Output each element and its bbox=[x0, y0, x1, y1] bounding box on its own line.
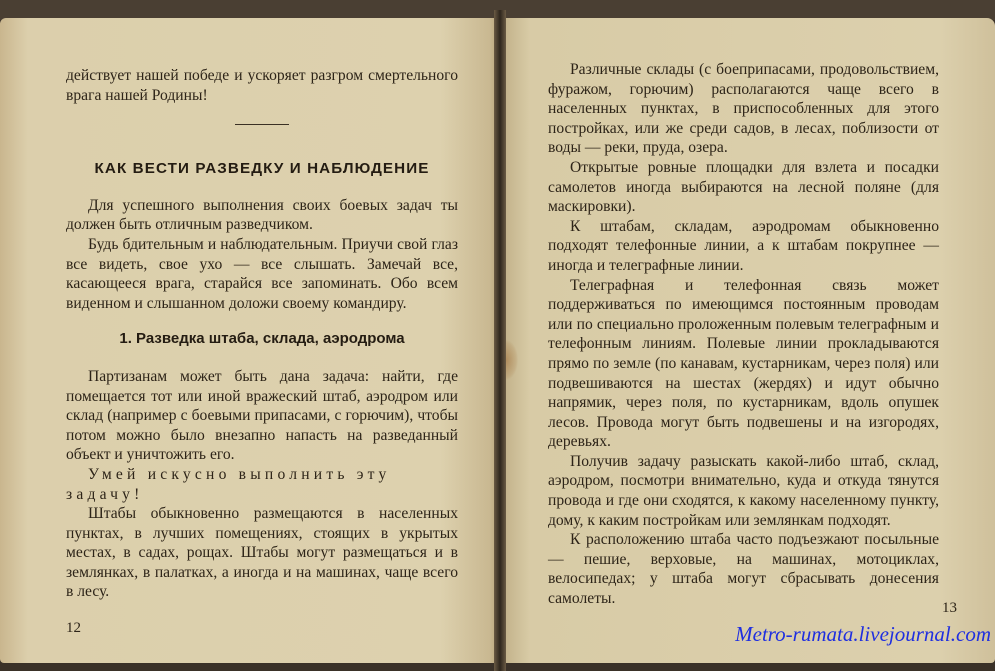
right-page bbox=[500, 18, 995, 663]
paragraph: Различные склады (с боеприпасами, продовольствием, фуражом, горючим) располагаются чаще всего в населенных пунктах, в приспособленных для этого постройках, или же среди садов, в лесах, поблизости от воды — реки, пруда, озера. bbox=[548, 61, 939, 157]
intro-paragraph: действует нашей победе и ускоряет разгром смертельного врага нашей Родины! bbox=[66, 67, 458, 104]
emphasis-paragraph: Умей искусно выполнить эту задачу! bbox=[66, 465, 391, 503]
left-page bbox=[0, 18, 498, 663]
paragraph: К расположению штаба часто подъезжают посыльные — пешие, верховые, на машинах, мотоциклах, велосипедах; у штаба могут сбрасывать донесения самолеты. bbox=[548, 531, 939, 608]
paragraph: Будь бдительным и наблюдательным. Приучи свой глаз все видеть, свое ухо — все слышать. Замечай все, касающееся врага, старайся все запоминать. Обо всем виденном и слышанном доложи своему командиру. bbox=[66, 235, 458, 312]
left-page-text bbox=[66, 18, 458, 602]
paragraph: Получив задачу разыскать какой-либо штаб, склад, аэродром, посмотри внимательно, куда и откуда тянутся провода и где они сходятся, к какому населенному пункту, дому, к каким постройкам или землянкам подходят. bbox=[548, 452, 939, 529]
page-number: 12 bbox=[66, 620, 81, 636]
watermark-link[interactable]: Metro-rumata.livejournal.com bbox=[735, 622, 991, 646]
right-page-text bbox=[548, 60, 939, 609]
paragraph: Открытые ровные площадки для взлета и посадки самолетов иногда выбираются на лесной поляне (для маскировки). bbox=[548, 158, 939, 216]
divider-rule bbox=[235, 124, 289, 125]
paragraph: Для успешного выполнения своих боевых задач ты должен быть отличным разведчиком. bbox=[66, 196, 458, 234]
chapter-title: КАК ВЕСТИ РАЗВЕДКУ И НАБЛЮДЕНИЕ bbox=[94, 160, 430, 178]
page-number: 13 bbox=[942, 600, 957, 616]
paragraph: Партизанам может быть дана задача: найти, где помещается тот или иной вражеский штаб, аэродром или склад (например с боевыми припасами, с горючим), чтобы потом можно было внезапно напасть на разведанный объект и уничтожить его. bbox=[66, 367, 458, 464]
paragraph: Телеграфная и телефонная связь может поддерживаться по имеющимся постоянным проводам или по специально проложенным полевым телеграфным и телефонным линиям. Полевые линии прокладываются прямо по земле (по канавам, кустарникам, через поля) или подвешиваются на шестах (жердях) и идут обычно напрямик, через поля, по кустарникам, вдоль опушек лесов. Провода могут быть подвешены и на изгородях, деревьях. bbox=[548, 276, 939, 451]
paragraph: Штабы обыкновенно размещаются в населенных пунктах, в лучших помещениях, стоящих в укрытых местах, в садах, рощах. Штабы могут размещаться и в землянках, в палатках, а иногда и на машинах, чаще всего в лесу. bbox=[66, 505, 458, 601]
section-title: 1. Разведка штаба, склада, аэродрома bbox=[119, 330, 405, 348]
paragraph: К штабам, складам, аэродромам обыкновенно подходят телефонные линии, а к штабам покрупнее — иногда и телеграфные линии. bbox=[548, 217, 939, 274]
book-spine bbox=[494, 10, 506, 671]
